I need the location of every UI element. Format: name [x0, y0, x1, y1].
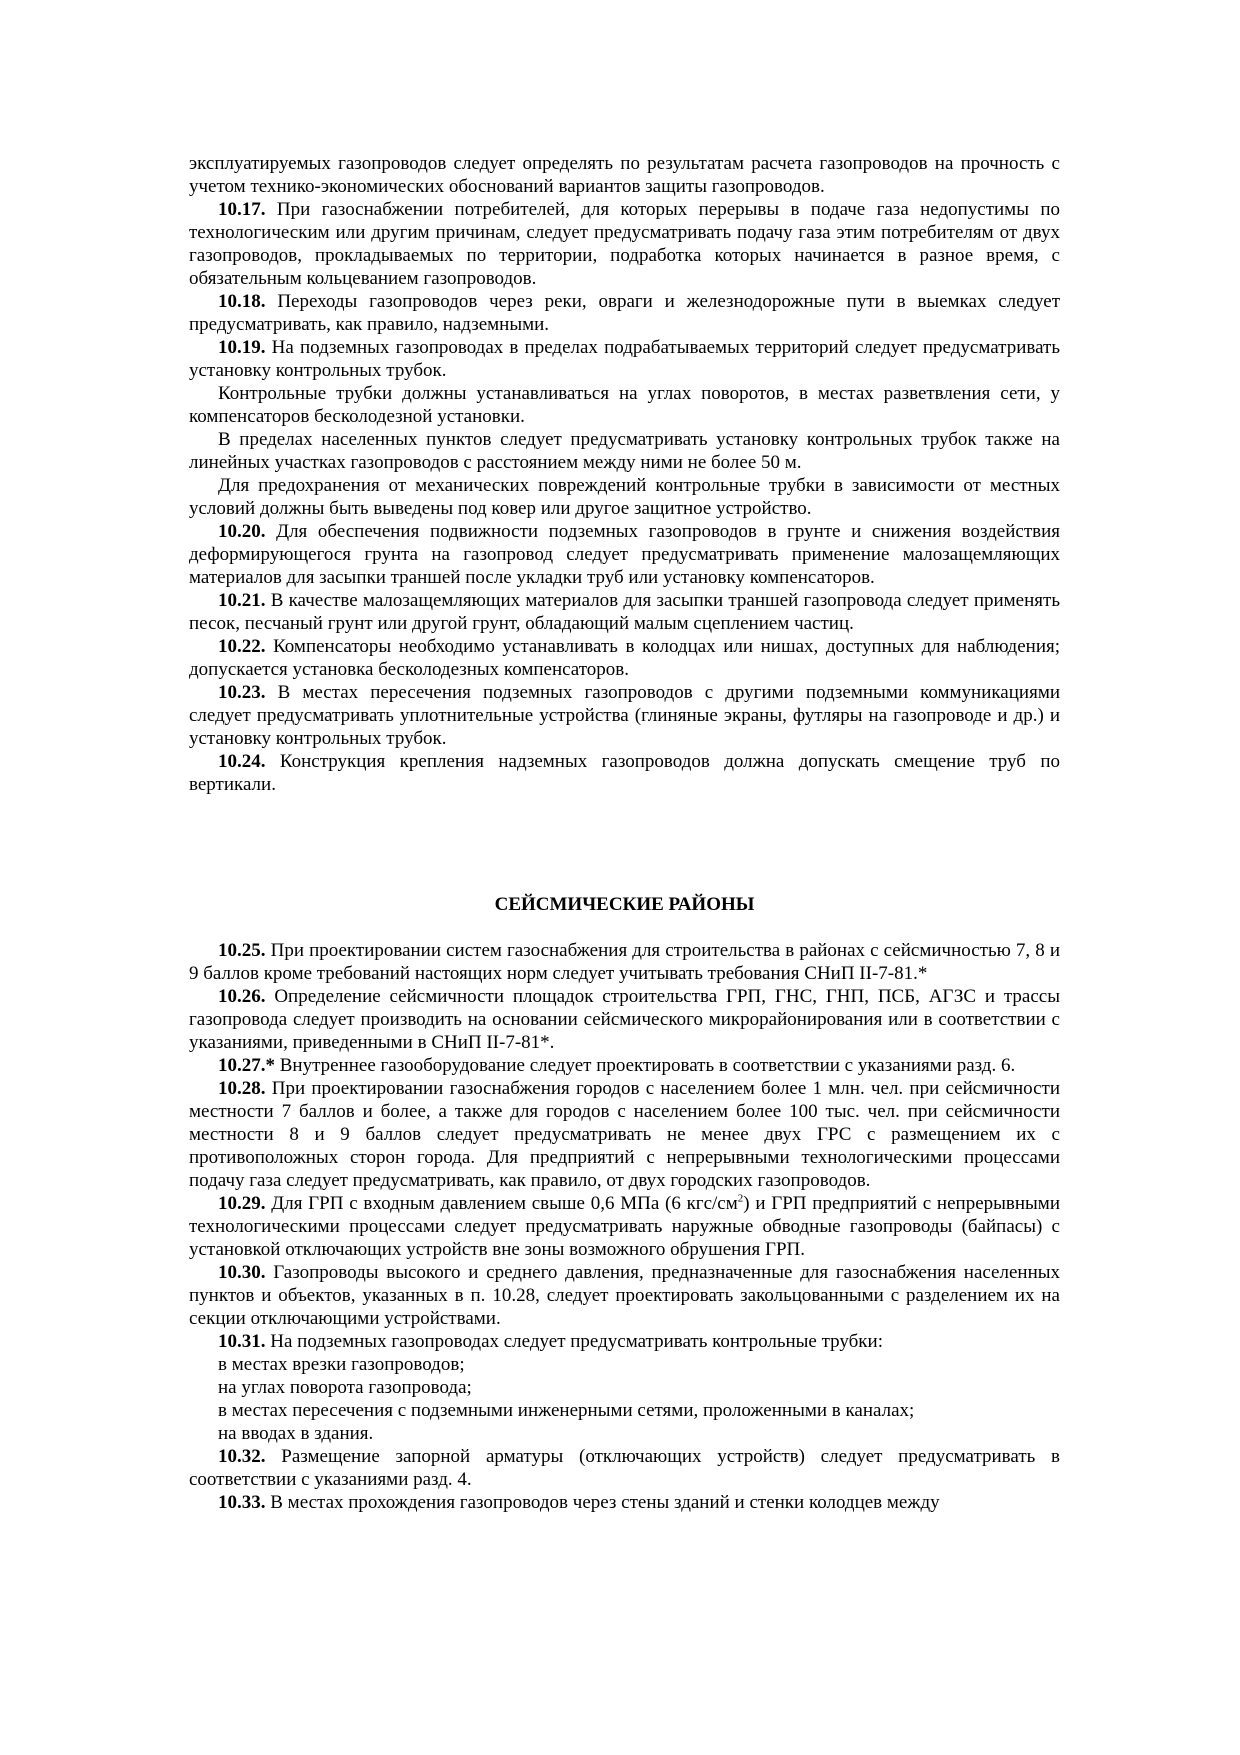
paragraph-10-24: 10.24. Конструкция крепления надземных газопроводов должна допускать смещение труб по вертикали.: [189, 751, 1061, 795]
section-title: СЕЙСМИЧЕСКИЕ РАЙОНЫ: [494, 894, 755, 915]
clause-number: 10.18.: [218, 291, 266, 312]
list-item: на вводах в здания.: [218, 1423, 374, 1444]
clause-number: 10.30.: [218, 1262, 266, 1283]
paragraph-continuation: эксплуатируемых газопроводов следует определять по результатам расчета газопроводов на прочность с учетом технико-экономических обоснований вариантов защиты газопроводов.: [189, 153, 1060, 197]
clause-number: 10.33.: [218, 1492, 266, 1513]
paragraph-10-21: 10.21. В качестве малозащемляющих материалов для засыпки траншей газопровода следует применять песок, песчаный грунт или другой грунт, обладающий малым сцеплением частиц.: [189, 590, 1060, 634]
paragraph-10-18: 10.18. Переходы газопроводов через реки, овраги и железнодорожные пути в выемках следует предусматривать, как правило, надземными.: [189, 291, 1061, 335]
list-item: в местах пересечения с подземными инженерными сетями, проложенными в каналах;: [218, 1400, 915, 1421]
clause-number: 10.24.: [218, 751, 266, 772]
clause-number: 10.19.: [218, 337, 266, 358]
paragraph-10-19: 10.19. На подземных газопроводах в пределах подрабатываемых территорий следует предусматривать установку контрольных трубок.: [189, 337, 1061, 381]
clause-number: 10.31.: [218, 1331, 266, 1352]
paragraph-10-25: 10.25. При проектировании систем газоснабжения для строительства в районах с сейсмичностью 7, 8 и 9 баллов кроме требований настоящих норм следует учитывать требования СНиП II-7-81.*: [189, 940, 1060, 984]
clause-number: 10.21.: [218, 590, 266, 611]
clause-number: 10.32.: [218, 1446, 266, 1467]
paragraph-10-27: 10.27.* Внутреннее газооборудование следует проектировать в соответствии с указаниями разд. 6.: [218, 1055, 1016, 1076]
paragraph-10-28: 10.28. При проектировании газоснабжения городов с населением более 1 млн. чел. при сейсмичности местности 7 баллов и более, а также для городов с населением более 100 тыс. чел. при сейсмичности местности 8 и 9 баллов следует предусматривать не менее двух ГРС с размещением их с противоположных сторон города. Для предприятий с непрерывными технологическими процессами подачу газа следует предусматривать, как правило, от двух городских газопроводов.: [189, 1078, 1060, 1191]
clause-number: 10.20.: [218, 521, 266, 542]
top-text-block: [189, 152, 1060, 796]
clause-number: 10.28.: [218, 1078, 266, 1099]
paragraph-10-32: 10.32. Размещение запорной арматуры (отключающих устройств) следует предусматривать в соответствии с указаниями разд. 4.: [189, 1446, 1061, 1490]
list-item: на углах поворота газопровода;: [218, 1377, 472, 1398]
paragraph-10-26: 10.26. Определение сейсмичности площадок строительства ГРП, ГНС, ГНП, ПСБ, АГЗС и трассы газопровода следует производить на основании сейсмического микрорайонирования или в соответствии с указаниями, приведенными в СНиП II-7-81*.: [189, 986, 1060, 1053]
clause-number: 10.26.: [218, 986, 266, 1007]
paragraph-control-tubes: Контрольные трубки должны устанавливаться на углах поворотов, в местах разветвления сети, у компенсаторов бесколодезной установки.: [189, 383, 1060, 427]
paragraph-10-33: 10.33. В местах прохождения газопроводов через стены зданий и стенки колодцев между: [218, 1492, 940, 1513]
clause-number: 10.23.: [218, 682, 266, 703]
paragraph-protection: Для предохранения от механических повреждений контрольные трубки в зависимости от местных условий должны быть выведены под ковер или другое защитное устройство.: [189, 475, 1060, 519]
list-item: в местах врезки газопроводов;: [218, 1354, 465, 1375]
paragraph-10-20: 10.20. Для обеспечения подвижности подземных газопроводов в грунте и снижения воздействия деформирующегося грунта на газопровод следует предусматривать применение малозащемляющих материалов для засыпки траншей после укладки труб или установку компенсаторов.: [189, 521, 1060, 588]
paragraph-10-22: 10.22. Компенсаторы необходимо устанавливать в колодцах или нишах, доступных для наблюдения; допускается установка бесколодезных компенсаторов.: [189, 636, 1061, 680]
superscript: 2: [737, 1192, 744, 1205]
paragraph-settlements: В пределах населенных пунктов следует предусматривать установку контрольных трубок также на линейных участках газопроводов с расстоянием между ними не более 50 м.: [189, 429, 1060, 473]
paragraph-10-17: 10.17. При газоснабжении потребителей, для которых перерывы в подаче газа недопустимы по технологическим или другим причинам, следует предусматривать подачу газа этим потребителям от двух газопроводов, прокладываемых по территории, подработка которых начинается в разное время, с обязательным кольцеванием газопроводов.: [189, 199, 1060, 289]
paragraph-10-30: 10.30. Газопроводы высокого и среднего давления, предназначенные для газоснабжения населенных пунктов и объектов, указанных в п. 10.28, следует проектировать закольцованными с разделением их на секции отключающими устройствами.: [189, 1262, 1061, 1329]
paragraph-10-29: 10.29. Для ГРП с входным давлением свыше 0,6 МПа (6 кгс/$см^2$) и ГРП предприятий с непрерывными технологическими процессами следует предусматривать наружные обводные газопроводы (байпасы) с установкой отключающих устройств вне зоны возможного обрушения ГРП.: [189, 1192, 1060, 1260]
paragraph-10-23: 10.23. В местах пересечения подземных газопроводов с другими подземными коммуникациями следует предусматривать уплотнительные устройства (глиняные экраны, футляры на газопроводе и др.) и установку контрольных трубок.: [189, 682, 1061, 749]
clause-number: 10.17.: [218, 199, 266, 220]
clause-number: 10.29.: [218, 1193, 266, 1214]
paragraph-10-31: 10.31. На подземных газопроводах следует предусматривать контрольные трубки:: [218, 1331, 883, 1352]
clause-number: 10.22.: [218, 636, 266, 657]
clause-number: 10.27.*: [218, 1055, 275, 1076]
bottom-text-block: [189, 939, 1060, 1514]
clause-number: 10.25.: [218, 940, 266, 961]
